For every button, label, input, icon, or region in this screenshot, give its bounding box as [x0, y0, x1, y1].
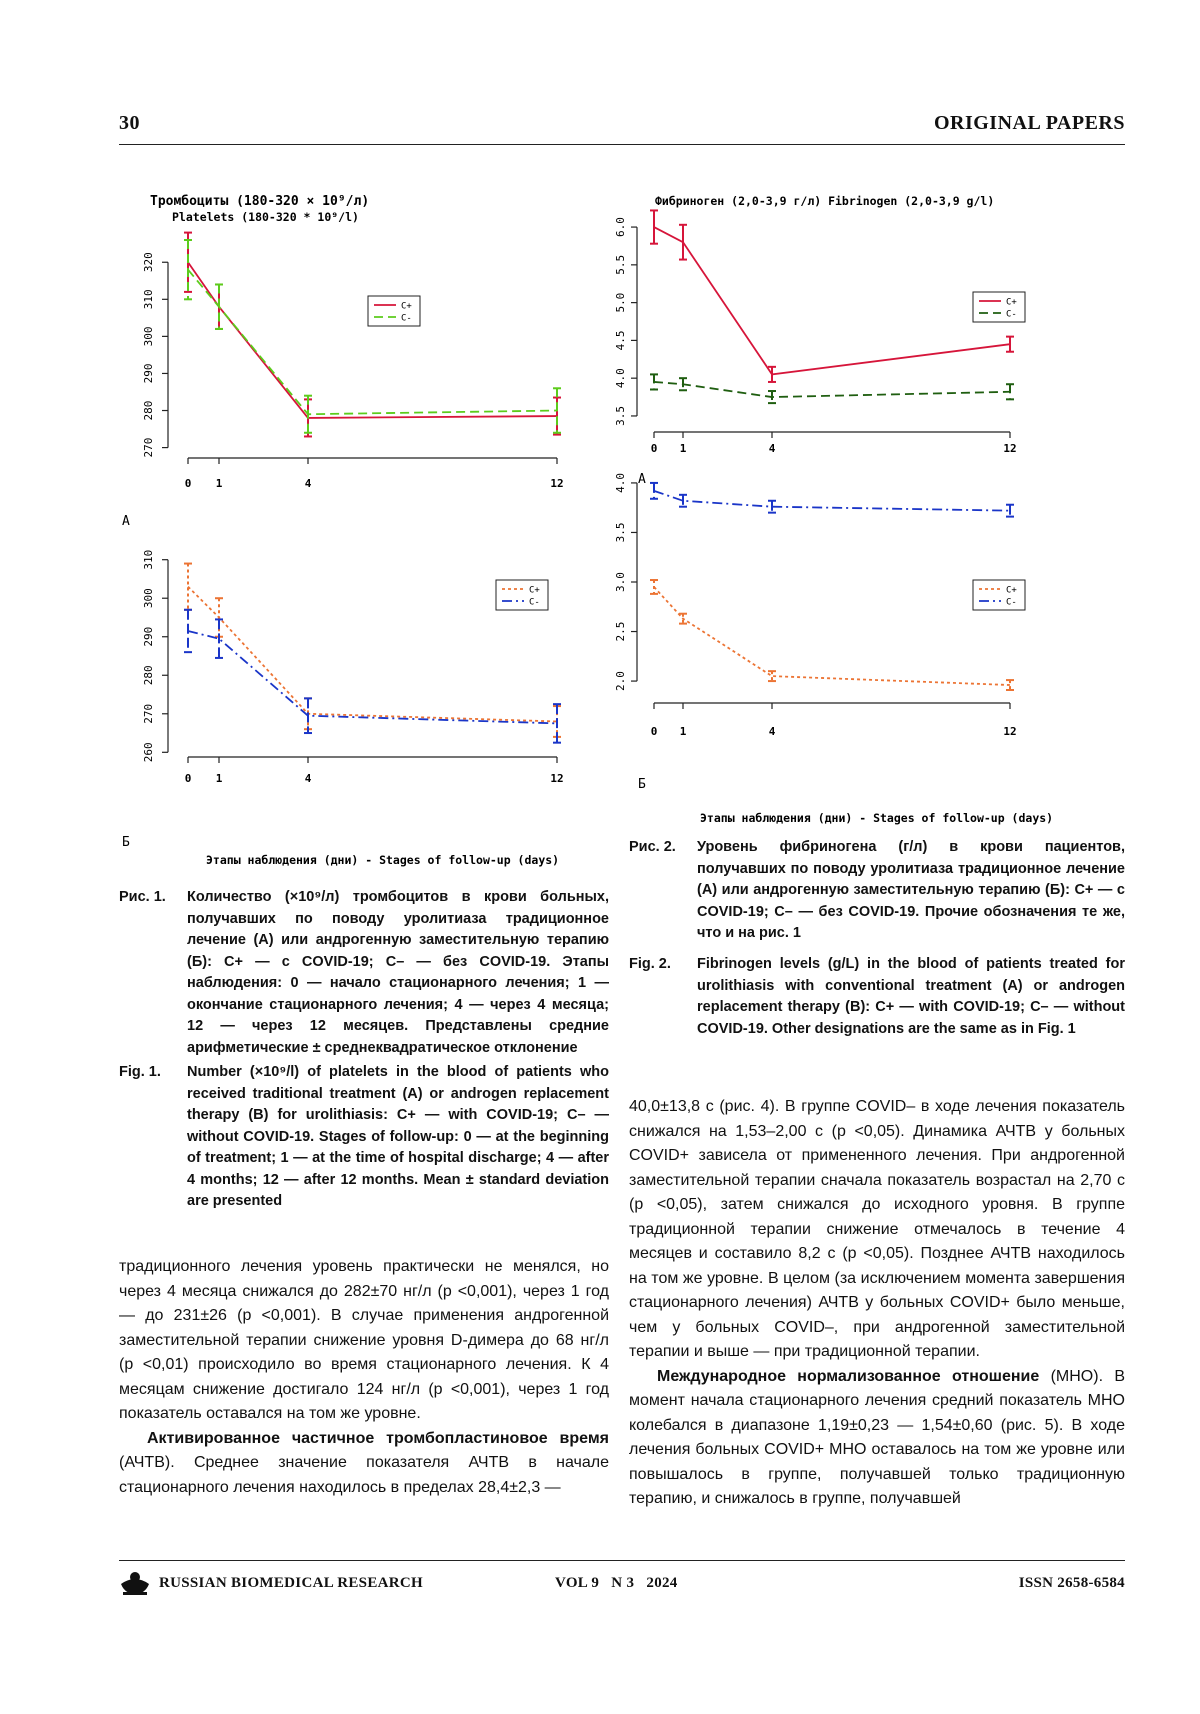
caption-label: Fig. 1. — [119, 1064, 161, 1080]
y-tick-label: 300 — [142, 588, 155, 609]
paragraph-text: (АЧТВ). Среднее значение показателя АЧТВ в начале стационарного лечения находилось в пределах 28,4±2,3 — — [119, 1454, 609, 1496]
legend-box — [368, 296, 420, 326]
y-tick-label: 5.0 — [614, 292, 627, 313]
y-tick-label: 300 — [142, 326, 155, 347]
y-tick-label: 310 — [142, 289, 155, 310]
chart-title: Тромбоциты (180-320 × 10⁹/л) — [150, 194, 370, 209]
paragraph-text: (МНО). В момент начала стационарного лечения средний показатель МНО колебался в диапазоне 1,19±0,23 — 1,54±0,60 (рис. 5). В ходе лечения больных COVID+ МНО оставалось на том же уровне или повышалось в группе, получавшей только традиционную терапию, и снижалось в группе, получавшей — [629, 1367, 1125, 1507]
body-left-column — [119, 1255, 609, 1500]
x-tick-label: 12 — [1003, 725, 1017, 738]
journal-logo-icon — [119, 1568, 151, 1596]
y-tick-label: 3.5 — [614, 406, 627, 426]
caption-label: Рис. 1. — [119, 889, 166, 905]
y-tick-label: 290 — [142, 363, 155, 384]
x-tick-label: 1 — [679, 725, 687, 738]
platelets-chart-b — [100, 540, 620, 870]
legend-label: C+ — [1006, 585, 1017, 596]
legend-label: C+ — [401, 301, 412, 312]
chart-title: Фибриноген (2,0-3,9 г/л) Fibrinogen (2,0-3,9 g/l) — [655, 194, 995, 208]
x-tick-label: 0 — [184, 772, 192, 785]
paragraph: традиционного лечения уровень практически не менялся, но через 4 месяца снижался до 282±70 нг/л (р <0,001), через 1 год — до 231±26 (р <0,001). В случае применения андрогенной заместительной терапии снижение уровня D-димера до 68 нг/л (р <0,01) происходило во время стационарного лечения. К 4 месяцам снижение достигало 124 нг/л (р <0,001), через 1 год показатель оставался на том же уровне. — [119, 1258, 609, 1422]
x-axis-label: Этапы наблюдения (дни) - Stages of follow-up (days) — [206, 853, 560, 867]
header-rule — [119, 144, 1125, 145]
term-aptt: Активированное частичное тромбопластиновое время — [147, 1429, 609, 1447]
y-tick-label: 310 — [142, 549, 155, 570]
y-tick-label: 320 — [142, 252, 155, 273]
legend-label: C+ — [1006, 297, 1017, 308]
panel-label: Б — [638, 777, 646, 792]
y-tick-label: 280 — [142, 400, 155, 421]
y-tick-label: 6.0 — [614, 217, 627, 238]
page-number: 30 — [119, 112, 140, 134]
x-tick-label: 0 — [184, 477, 192, 490]
paragraph — [119, 1427, 609, 1501]
caption-label: Рис. 2. — [629, 839, 676, 855]
fibrinogen-chart-b — [614, 472, 1130, 830]
panel-label: А — [122, 514, 130, 529]
legend-label: C- — [529, 597, 540, 608]
caption-text: Уровень фибриногена (г/л) в крови пациентов, получавших по поводу уролитиаза традиционное лечение (А) или андрогенную заместительную терапию (Б): С+ — с COVID-19; С– — без COVID-19. Прочие обозначения те же, что и на рис. 1 — [697, 839, 1125, 941]
series-line-C+ — [654, 587, 1010, 685]
legend-label: C- — [1006, 309, 1017, 320]
series-line-C- — [654, 382, 1010, 397]
x-tick-label: 4 — [304, 772, 312, 785]
y-tick-label: 290 — [142, 626, 155, 647]
y-tick-label: 3.5 — [614, 522, 627, 543]
x-tick-label: 1 — [215, 772, 223, 785]
y-tick-label: 270 — [142, 437, 155, 458]
journal-name: RUSSIAN BIOMEDICAL RESEARCH — [159, 1575, 423, 1591]
y-tick-label: 280 — [142, 665, 155, 686]
x-tick-label: 12 — [550, 772, 564, 785]
term-inr: Международное нормализованное отношение — [657, 1367, 1040, 1385]
journal-issue: VOL 9 N 3 2024 — [555, 1575, 678, 1591]
x-tick-label: 1 — [215, 477, 223, 490]
y-tick-label: 2.0 — [614, 671, 627, 692]
y-tick-label: 4.5 — [614, 330, 627, 351]
chart-subtitle: Platelets (180-320 * 10⁹/l) — [172, 210, 359, 224]
legend-box — [496, 580, 548, 610]
series-line-C+ — [188, 262, 557, 418]
caption-text: Number (×10⁹/l) of platelets in the blood of patients who received traditional treatment (A) or androgen replacement therapy (B) for urolithiasis: C+ — with COVID-19; C– — without COVID-19. Stages of follow-up: 0 — at the beginning of treatment; 1 — at the time of hospital discharge; 4 — after 4 months; 12 — after 12 months. Mean ± standard deviation are presented — [187, 1064, 609, 1209]
series-line-C- — [188, 270, 557, 415]
x-tick-label: 12 — [550, 477, 564, 490]
x-axis-label: Этапы наблюдения (дни) - Stages of follow-up (days) — [700, 811, 1054, 825]
y-tick-label: 4.0 — [614, 368, 627, 389]
legend-label: C- — [401, 313, 412, 324]
platelets-chart-a — [100, 190, 620, 535]
caption-text: Fibrinogen levels (g/L) in the blood of patients treated for urolithiasis with conventional treatment (A) or androgen replacement therapy (B): C+ — with COVID-19; C– — without COVID-19. Other designations are the same as in Fig. 1 — [697, 956, 1125, 1037]
x-tick-label: 4 — [768, 442, 776, 455]
fibrinogen-chart-a — [614, 190, 1130, 500]
caption-label: Fig. 2. — [629, 956, 671, 972]
x-tick-label: 1 — [679, 442, 687, 455]
paragraph — [629, 1365, 1125, 1512]
legend-box — [973, 292, 1025, 322]
y-tick-label: 2.5 — [614, 621, 627, 642]
legend-box — [973, 580, 1025, 610]
footer-rule — [119, 1560, 1125, 1561]
y-tick-label: 260 — [142, 742, 155, 763]
body-right-column — [629, 1095, 1125, 1512]
legend-label: C- — [1006, 597, 1017, 608]
x-tick-label: 0 — [650, 442, 658, 455]
section-title: ORIGINAL PAPERS — [933, 112, 1125, 134]
caption-text: Количество (×10⁹/л) тромбоцитов в крови больных, получавших по поводу уролитиаза традиционное лечение (А) или андрогенную заместительную терапию (Б): С+ — с COVID-19; С– — без COVID-19. Этапы наблюдения: 0 — начало стационарного лечения; 1 — окончание стационарного лечения; 4 — через 4 месяца; 12 — через 12 месяцев. Представлены средние арифметические ± среднеквадратическое отклонение — [187, 889, 609, 1056]
y-tick-label: 5.5 — [614, 254, 627, 275]
x-tick-label: 4 — [768, 725, 776, 738]
journal-issn: ISSN 2658-6584 — [1018, 1575, 1125, 1591]
paragraph: 40,0±13,8 с (рис. 4). В группе COVID– в ходе лечения показатель снижался на 1,53–2,00 с (р <0,05). Динамика АЧТВ у больных COVID+ зависела от примененного лечения. При андрогенной заместительной терапии сначала показатель возрастал на 2,70 с (р <0,05), затем снижался до исходного уровня. В группе традиционной терапии снижение отмечалось в течение 4 месяцев и составило 8,2 с (р <0,05). Позднее АЧТВ находилось на том же уровне. В целом (за исключением момента завершения стационарного лечения) АЧТВ у больных COVID+ было меньше, чем у больных COVID–, при андрогенной заместительной терапии и выше — при традиционной терапии. — [629, 1098, 1125, 1360]
series-line-C+ — [654, 227, 1010, 374]
legend-label: C+ — [529, 585, 540, 596]
x-tick-label: 0 — [650, 725, 658, 738]
panel-label: Б — [122, 835, 130, 850]
x-tick-label: 4 — [304, 477, 312, 490]
x-tick-label: 12 — [1003, 442, 1017, 455]
y-tick-label: 270 — [142, 703, 155, 724]
y-tick-label: 3.0 — [614, 572, 627, 592]
panel-label: А — [638, 472, 646, 487]
y-tick-label: 4.0 — [614, 472, 627, 493]
